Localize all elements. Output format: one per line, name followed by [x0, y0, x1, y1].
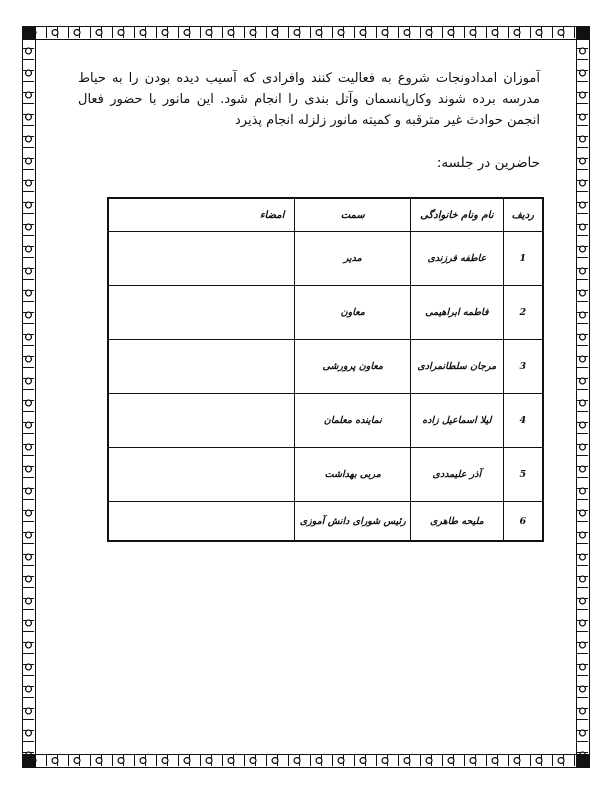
row-number: 2: [503, 286, 543, 340]
signature-cell: [108, 448, 295, 502]
border-corner: [22, 754, 36, 768]
attendee-role: مربی بهداشت: [295, 448, 411, 502]
signature-cell: [108, 340, 295, 394]
header-row-number: ردیف: [503, 198, 543, 232]
attendee-name: عاطفه فرزندی: [411, 232, 504, 286]
attendee-name: فاطمه ابراهیمی: [411, 286, 504, 340]
table-row: [108, 340, 543, 394]
attendee-name: آذر علیمددی: [411, 448, 504, 502]
border-corner: [22, 26, 36, 40]
signature-cell: [108, 286, 295, 340]
table-header-row: [108, 198, 543, 232]
row-number: 3: [503, 340, 543, 394]
signature-cell: [108, 232, 295, 286]
border-corner: [576, 26, 590, 40]
table-row: [108, 502, 543, 542]
attendee-role: معاون: [295, 286, 411, 340]
attendee-name: لیلا اسماعیل زاده: [411, 394, 504, 448]
table-row: [108, 286, 543, 340]
signature-cell: [108, 394, 295, 448]
attendee-role: رئیس شورای دانش آموزی: [295, 502, 411, 542]
table-row: [108, 448, 543, 502]
table-row: [108, 394, 543, 448]
signature-cell: [108, 502, 295, 542]
border-corner: [576, 754, 590, 768]
attendee-name: مرجان سلطانمرادی: [411, 340, 504, 394]
attendees-heading: حاضرین در جلسه:: [436, 155, 540, 171]
border-left: [22, 40, 36, 754]
border-right: [576, 40, 590, 754]
border-top: [22, 26, 590, 40]
intro-paragraph: آموزان امدادونجات شروع به فعالیت کنند وافرادی که آسیب دیده بودن را به حیاط مدرسه برده شوند وکارپانسمان وآتل بندی را انجام شود. این مانور با حضور فعال انجمن حوادث غیر مترقبه و کمیته مانور زلزله انجام پذیرد: [78, 71, 540, 128]
attendee-role: مدیر: [295, 232, 411, 286]
border-bottom: [22, 754, 590, 768]
header-name: نام ونام خانوادگی: [411, 198, 504, 232]
row-number: 1: [503, 232, 543, 286]
attendee-role: معاون پرورشی: [295, 340, 411, 394]
table-row: [108, 232, 543, 286]
row-number: 4: [503, 394, 543, 448]
row-number: 5: [503, 448, 543, 502]
header-signature: امضاء: [108, 198, 295, 232]
attendance-table: [107, 197, 544, 542]
attendee-role: نماینده معلمان: [295, 394, 411, 448]
row-number: 6: [503, 502, 543, 542]
attendee-name: ملیحه طاهری: [411, 502, 504, 542]
header-role: سمت: [295, 198, 411, 232]
